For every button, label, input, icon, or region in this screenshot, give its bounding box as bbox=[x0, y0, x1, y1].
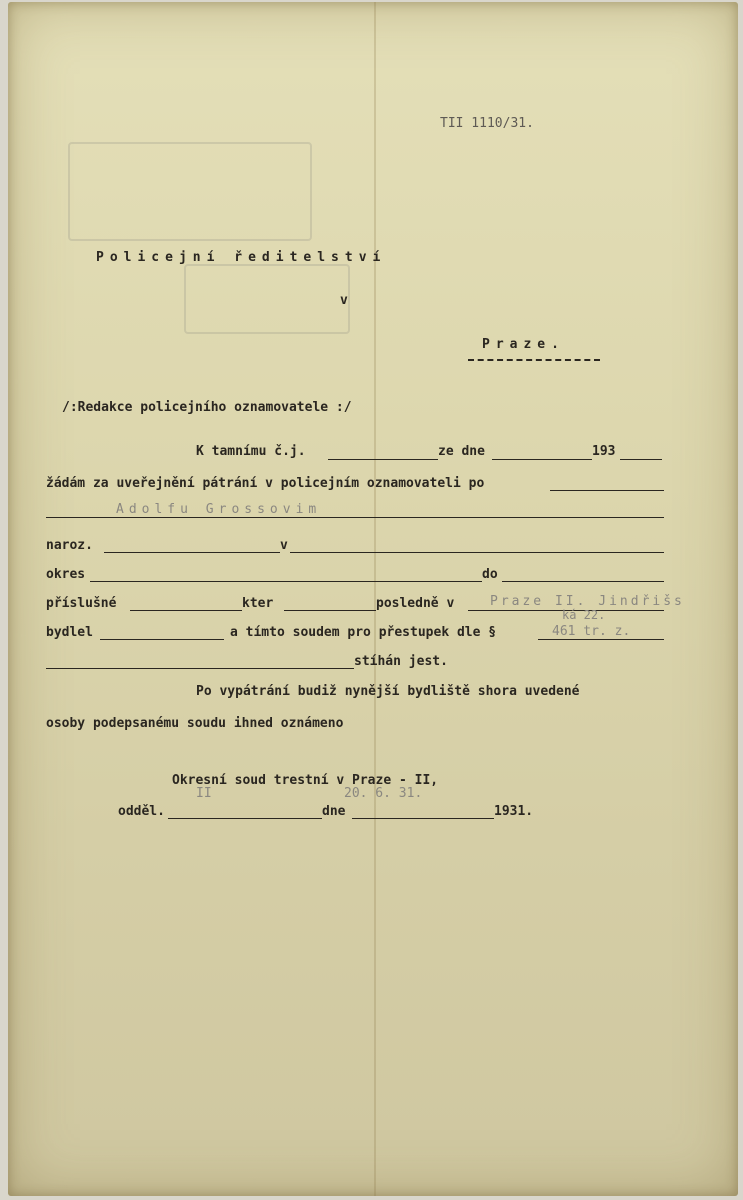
section-note: /:Redakce policejního oznamovatele :/ bbox=[62, 400, 352, 415]
request-text: žádám za uveřejnění pátrání v policejním oznamovateli po bbox=[46, 476, 485, 491]
born-place-line bbox=[290, 552, 664, 553]
until-line bbox=[502, 581, 664, 582]
file-number: TII 1110/31. bbox=[440, 116, 534, 131]
faded-stamp-2 bbox=[184, 264, 350, 334]
ref-date-label: ze dne bbox=[438, 444, 485, 459]
addressee-underline bbox=[468, 359, 600, 361]
date-line bbox=[352, 818, 494, 819]
signature-year: 1931. bbox=[494, 804, 534, 819]
addressee-line2: v bbox=[340, 293, 348, 308]
date-label: dne bbox=[322, 804, 346, 819]
lived-line bbox=[100, 639, 224, 640]
until-label: do bbox=[482, 567, 498, 582]
court-text: a tímto soudem pro přestupek dle § bbox=[230, 625, 497, 640]
court-name: Okresní soud trestní v Praze - II, bbox=[172, 773, 439, 788]
ref-year: 193 bbox=[592, 444, 616, 459]
belonging-line bbox=[130, 610, 242, 611]
ref-number-line bbox=[328, 459, 438, 460]
date-value: 20. 6. 31. bbox=[344, 786, 423, 801]
district-line bbox=[90, 581, 482, 582]
last-place: Praze II. Jindřišs bbox=[490, 594, 685, 609]
born-label: naroz. bbox=[46, 538, 93, 553]
born-in-label: v bbox=[280, 538, 288, 553]
person-name: Adolfu Grossovim bbox=[116, 502, 322, 517]
faded-stamp bbox=[68, 142, 312, 241]
prosecuted-line bbox=[46, 668, 354, 669]
notice-line2: osoby podepsanému soudu ihned oznámeno bbox=[46, 716, 344, 731]
who-line bbox=[284, 610, 376, 611]
belonging-label: příslušné bbox=[46, 596, 117, 611]
paragraph-line bbox=[538, 639, 664, 640]
last-place-2: ká 22. bbox=[562, 608, 606, 622]
district-label: okres bbox=[46, 567, 86, 582]
request-line bbox=[550, 490, 664, 491]
born-date-line bbox=[104, 552, 280, 553]
dept-line bbox=[168, 818, 322, 819]
name-line bbox=[46, 517, 664, 518]
addressee-line1: Policejní ředitelství bbox=[96, 250, 387, 265]
ref-year-line bbox=[620, 459, 662, 460]
last-label: posledně v bbox=[376, 596, 455, 611]
lived-label: bydlel bbox=[46, 625, 93, 640]
who-label: kter bbox=[242, 596, 274, 611]
prosecuted-label: stíhán jest. bbox=[354, 654, 448, 669]
dept-label: odděl. bbox=[118, 804, 165, 819]
ref-prefix: K tamnímu č.j. bbox=[196, 444, 306, 459]
dept-value: II bbox=[196, 786, 212, 801]
notice-line1: Po vypátrání budiž nynější bydliště shora uvedené bbox=[196, 684, 580, 699]
ref-date-line bbox=[492, 459, 592, 460]
addressee-line3: Praze. bbox=[482, 337, 565, 352]
paragraph-number: 461 tr. z. bbox=[552, 624, 631, 639]
